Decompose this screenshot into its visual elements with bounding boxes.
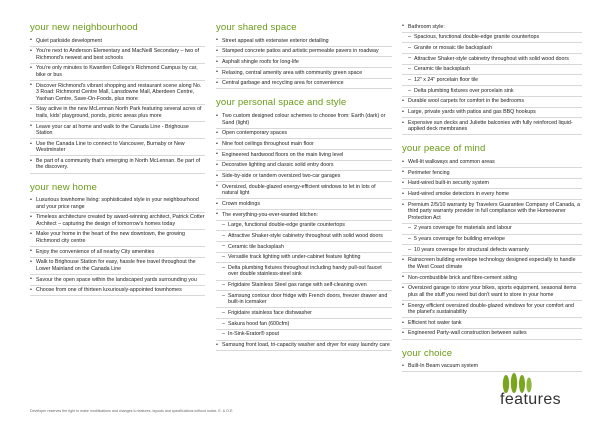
list-item: • Side-by-side or tandem oversized two-car garages — [216, 171, 392, 182]
list-item: – Granite or mosaic tile backsplash — [402, 43, 582, 54]
personal-space-list-end — [216, 341, 392, 352]
list-item: • Well-lit walkways and common areas — [402, 157, 582, 168]
peace-of-mind-heading: your peace of mind — [402, 143, 486, 155]
list-item: • Crown moldings — [216, 199, 392, 210]
list-item: • Open contemporary spaces — [216, 129, 392, 140]
list-item: – Sakura hood fan (600cfm) — [216, 319, 392, 330]
list-item: – Frigidaire stainless face dishwasher — [216, 308, 392, 319]
list-item: • Choose from one of thirteen luxuriously-appointed townhomes — [30, 286, 205, 297]
shared-space-heading: your shared space — [216, 22, 297, 33]
list-item: • Samsung front load, tri-capacity washer and dryer for easy laundry care — [216, 341, 392, 352]
list-item: • Timeless architecture created by award-winning architect, Patrick Cotter Architect – capturing the design of tomorrow's homes today — [30, 213, 205, 230]
peace-of-mind-list-end — [402, 256, 582, 340]
list-item: – Ceramic tile backsplash — [216, 242, 392, 253]
list-item: – Attractive Shaker-style cabinetry throughout with solid wood doors — [216, 231, 392, 242]
tree-icon — [500, 371, 590, 393]
list-item: • The everything-you-ever-wanted kitchen: — [216, 210, 392, 221]
list-item: • Oversized, double-glazed energy-efficient windows to let in lots of natural light — [216, 182, 392, 199]
warranty-sublist — [402, 224, 582, 256]
list-item: – Ceramic tile backsplash — [402, 65, 582, 76]
list-item: • Walk to Brighouse Station for easy, hassle free travel throughout the Lower Mainland on the Canada Line — [30, 258, 205, 275]
list-item: – 12" x 24" porcelain floor tile — [402, 75, 582, 86]
list-item: – Frigidaire Stainless Steel gas range with self-cleaning oven — [216, 281, 392, 292]
list-item: • Perimeter fencing — [402, 168, 582, 179]
list-item: • Efficient hot water tank — [402, 318, 582, 329]
list-item: • Engineered Party-wall construction between suites — [402, 329, 582, 340]
shared-space-list — [216, 36, 392, 89]
list-item: • Luxurious townhome living: sophisticated style in your neighbourhood and your price range — [30, 196, 205, 213]
peace-of-mind-list — [402, 157, 582, 223]
personal-space-list — [216, 111, 392, 220]
list-item: • Leave your car at home and walk to the Canada Line - Brighouse Station — [30, 122, 205, 139]
kitchen-sublist — [216, 221, 392, 341]
list-item: • Oversized garage to store your bikes, sports equipment, seasonal items plus all the stuff you need but don't want to store in your home — [402, 284, 582, 301]
list-item: • Central garbage and recycling area for convenience — [216, 79, 392, 90]
list-item: • Non-combustible brick and fibre-cement siding — [402, 273, 582, 284]
list-item: • Expensive sun decks and Juliette balconies with fully reinforced liquid-applied deck membranes — [402, 118, 582, 135]
list-item: – 5 years coverage for building envelope — [402, 235, 582, 246]
new-home-list — [30, 196, 205, 297]
choice-heading: your choice — [402, 347, 453, 359]
list-item: • Enjoy the convenience of all nearby City amenities — [30, 247, 205, 258]
list-item: • Asphalt shingle roofs for long-life — [216, 57, 392, 68]
bedroom-yard-list — [402, 97, 582, 136]
list-item: • You're next to Anderson Elementary and MacNeill Secondary – two of Richmond's newest and best schools — [30, 47, 205, 64]
list-item: • You're only minutes to Kwantlen College's Richmond Campus by car, bike or bus — [30, 64, 205, 81]
list-item: – Delta plumbing fixtures over porcelain sink — [402, 86, 582, 97]
list-item: • Energy efficient oversized double-glazed windows for your comfort and the planet's sustainability — [402, 301, 582, 318]
list-item: • Make your home in the heart of the new downtown, the growing Richmond city centre — [30, 230, 205, 247]
list-item: • Stamped concrete patios and artistic permeable pavers in roadway — [216, 47, 392, 58]
list-item: • Relaxing, central amenity area with community green space — [216, 68, 392, 79]
list-item: – Versatile track lighting with under-cabinet feature lighting — [216, 253, 392, 264]
list-item: • Stay active in the new McLennan North Park featuring several acres of trails, kids' playground, ponds, picnic areas plus more — [30, 105, 205, 122]
list-item: • Durable wool carpets for comfort in the bedrooms — [402, 97, 582, 108]
list-item: • Discover Richmond's vibrant shopping and restaurant scene along No. 3 Road: Richmond Centre Mall, Lansdowne Mall, Aberdeen Centre, Yaohan Centre, Save-On-Foods, plus more — [30, 81, 205, 105]
list-item: • Built-In Beam vacuum system — [402, 362, 582, 373]
list-item: • Savour the open space within the landscaped yards surrounding you — [30, 275, 205, 286]
column-2 — [216, 22, 392, 351]
list-item: • Quiet parkside development — [30, 36, 205, 47]
list-item: – 10 years coverage for structural defects warranty — [402, 245, 582, 256]
disclaimer-footnote: Developer reserves the right to make modifications and changes to features, layouts and specifications without notice. E. & O.E. — [30, 409, 234, 413]
list-item: – 2 years coverage for materials and labour — [402, 224, 582, 235]
list-item: • Two custom designed colour schemes to choose from: Earth (dark) or Sand (light) — [216, 111, 392, 128]
list-item: • Engineered hardwood floors on the main living level — [216, 150, 392, 161]
list-item: – In-Sink-Erator® spout — [216, 330, 392, 341]
bathroom-sublist — [402, 33, 582, 97]
new-home-heading: your new home — [30, 181, 97, 193]
column-1 — [30, 22, 205, 296]
list-item: • Nine foot ceilings throughout main floor — [216, 139, 392, 150]
personal-space-heading: your personal space and style — [216, 97, 347, 109]
list-item: – Samsung contour door fridge with French doors, freezer drawer and built-in icemaker — [216, 291, 392, 308]
list-item: • Rainscreen building envelope technology designed especially to handle the West Coast climate — [402, 256, 582, 273]
list-item: – Attractive Shaker-style cabinetry throughout with solid wood doors — [402, 54, 582, 65]
list-item: • Be part of a community that's emerging in North McLennan. Be part of the discovery. — [30, 156, 205, 173]
bathroom-list — [402, 22, 582, 33]
list-item: • Use the Canada Line to connect to Vancouver, Burnaby or New Westminster — [30, 139, 205, 156]
neighbourhood-heading: your new neighbourhood — [30, 22, 138, 33]
list-item: • Premium 2/5/10 warranty by Travelers Guarantee Company of Canada, a third party warranty provider in full compliance with the Homeowner Protection Act — [402, 200, 582, 224]
list-item: • Hard-wired smoke detectors in every home — [402, 189, 582, 200]
list-item: • Street appeal with extensive exterior detailing — [216, 36, 392, 47]
features-brand — [500, 371, 590, 416]
bathroom-label: • Bathroom style: — [402, 22, 582, 33]
column-3 — [402, 22, 582, 372]
list-item: – Large, functional double-edge granite countertops — [216, 221, 392, 232]
list-item: • Hard-wired built-in security system — [402, 179, 582, 190]
features-title: features — [500, 391, 562, 408]
list-item: • Large, private yards with patios and gas BBQ hookups — [402, 108, 582, 119]
list-item: • Decorative lighting and classic solid entry doors — [216, 161, 392, 172]
neighbourhood-list — [30, 36, 205, 174]
list-item: – Delta plumbing fixtures throughout including handy pull-out faucet over double stainless-steel sink — [216, 263, 392, 280]
list-item: – Spacious, functional double-edge granite countertops — [402, 33, 582, 44]
